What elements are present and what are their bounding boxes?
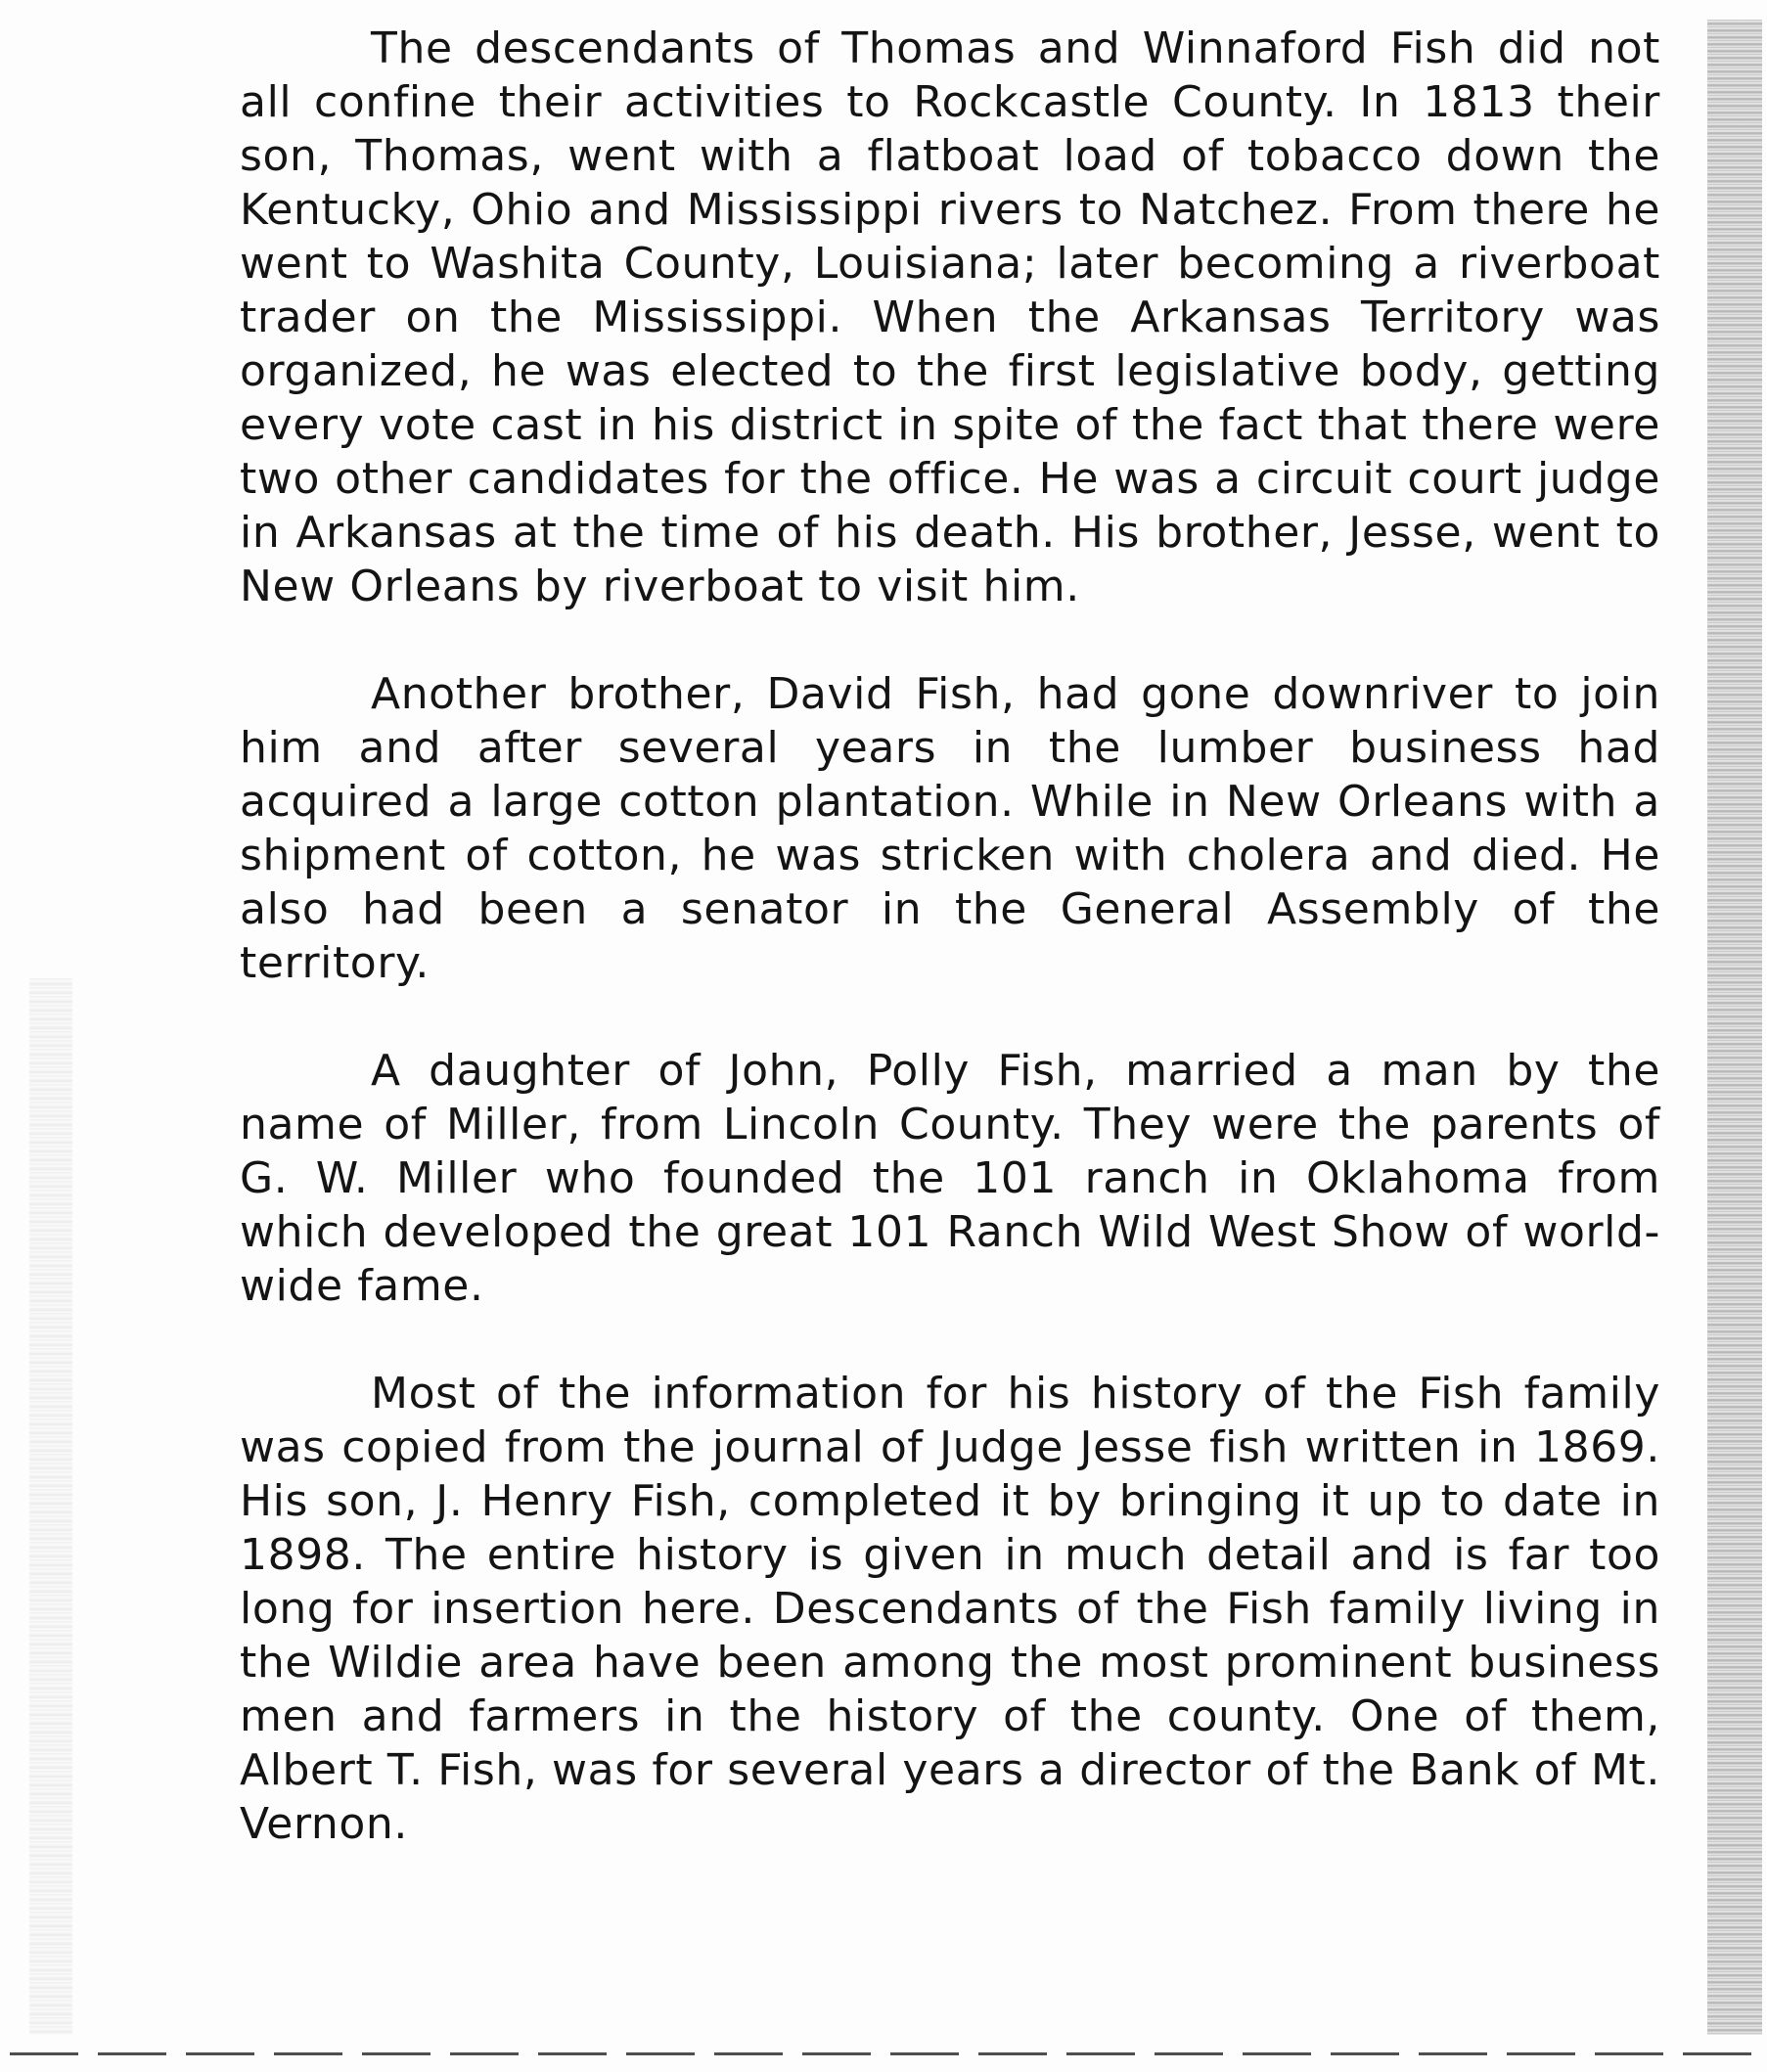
scan-edge-left-noise bbox=[29, 978, 72, 2035]
scan-bottom-edge-line bbox=[10, 2052, 1751, 2055]
document-body bbox=[240, 22, 1660, 1905]
paragraph-3: A daughter of John, Polly Fish, married a man by the name of Miller, from Lincoln County. They were the parents of G. W. Miller who founded the 101 ranch in Oklahoma from which developed the great 101 Ranch Wild West Show of world-wide fame. bbox=[240, 1046, 1660, 1311]
paragraph-1: The descendants of Thomas and Winnaford Fish did not all confine their activities to Rockcastle County. In 1813 their son, Thomas, went with a flatboat load of tobacco down the Kentucky, Ohio and Mississippi rivers to Natchez. From there he went to Washita County, Louisiana; later becoming a riverboat trader on the Mississippi. When the Arkansas Territory was organized, he was elected to the first legislative body, getting every vote cast in his district in spite of the fact that there were two other candidates for the office. He was a circuit court judge in Arkansas at the time of his death. His brother, Jesse, went to New Orleans by riverboat to visit him. bbox=[240, 23, 1660, 611]
scan-edge-right-noise bbox=[1707, 20, 1762, 2035]
paragraph-2: Another brother, David Fish, had gone downriver to join him and after several years in the lumber business had acquired a large cotton plantation. While in New Orleans with a shipment of cotton, he was stricken with cholera and died. He also had been a senator in the General Assembly of the territory. bbox=[240, 669, 1660, 988]
paragraph-4: Most of the information for his history of the Fish family was copied from the journal of Judge Jesse fish written in 1869. His son, J. Henry Fish, completed it by bringing it up to date in 1898. The entire history is given in much detail and is far too long for insertion here. Descendants of the Fish family living in the Wildie area have been among the most prominent business men and farmers in the history of the county. One of them, Albert T. Fish, was for several years a director of the Bank of Mt. Vernon. bbox=[240, 1369, 1660, 1849]
